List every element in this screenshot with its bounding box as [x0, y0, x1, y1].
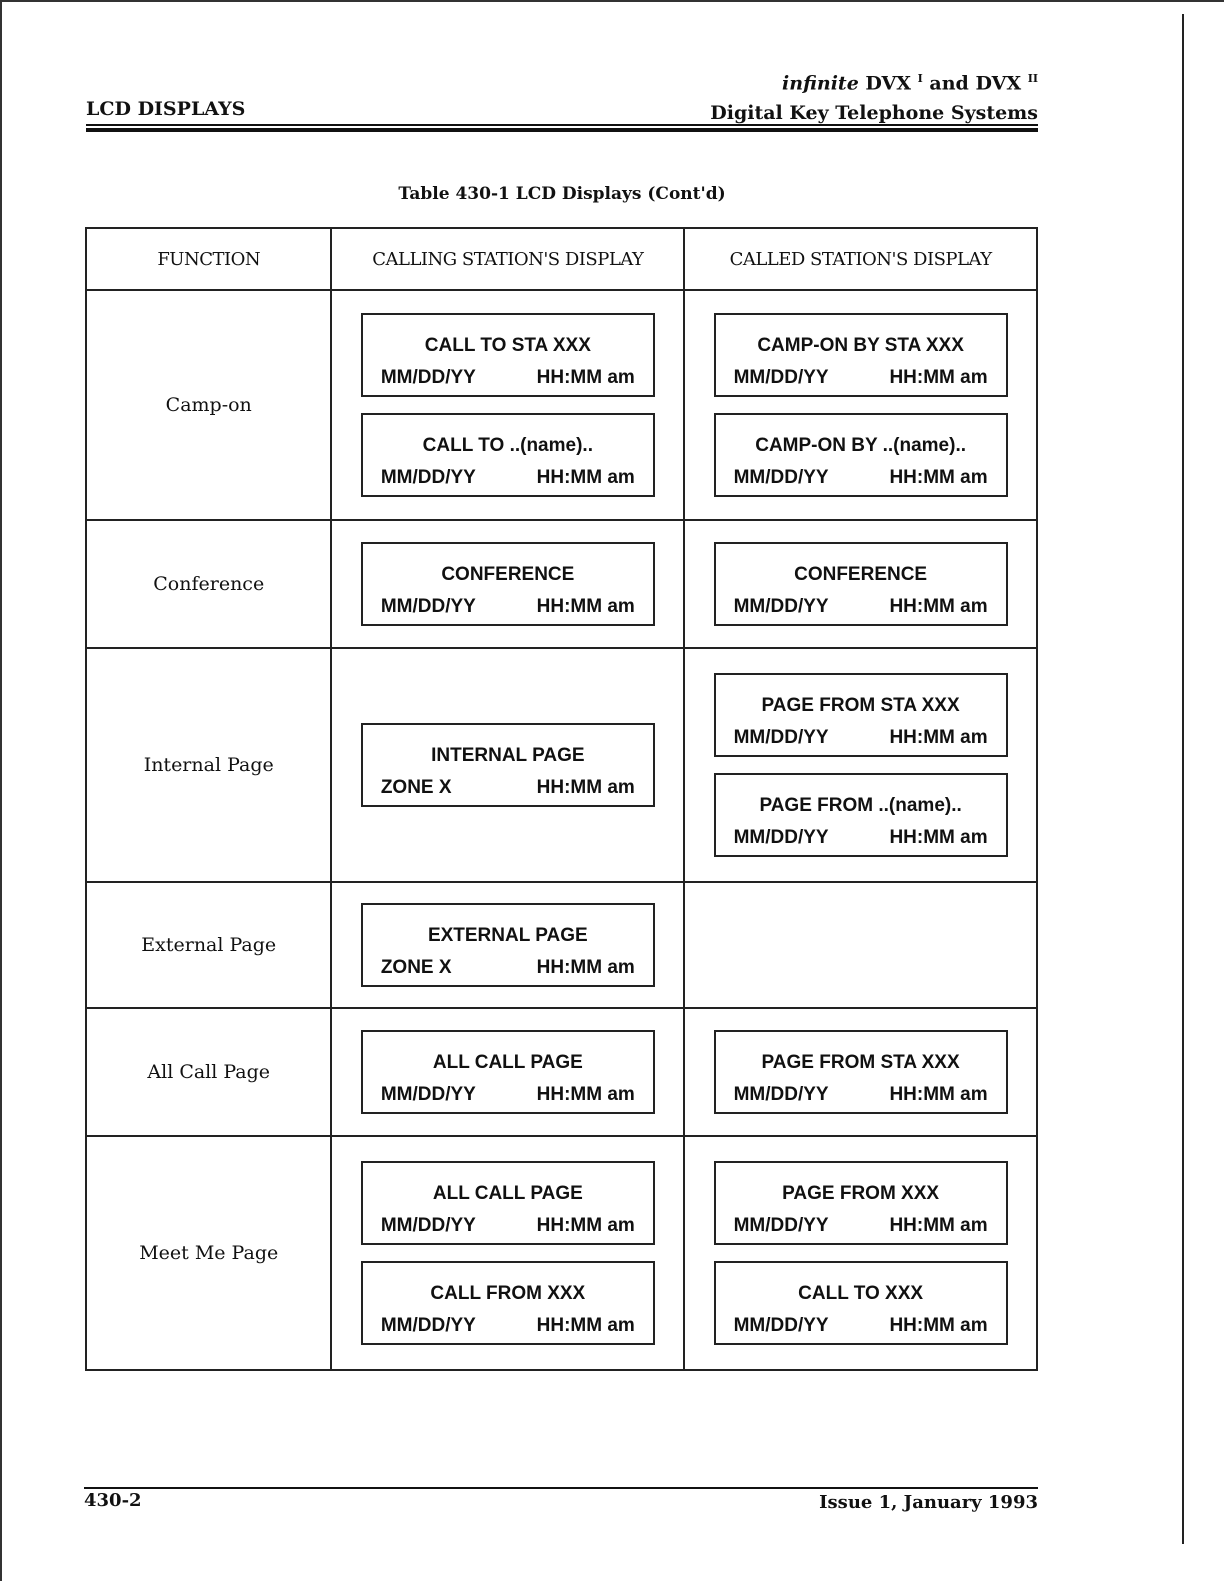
lcd-display	[361, 903, 655, 987]
lcd-date: MM/DD/YY	[733, 827, 829, 848]
lcd-line-1: PAGE FROM ..(name)..	[759, 795, 962, 816]
col-header: CALLING STATION'S DISPLAY	[331, 228, 684, 290]
lcd-time: HH:MM am	[536, 1215, 635, 1236]
lcd-line-1: EXTERNAL PAGE	[427, 925, 588, 946]
lcd-line-1: CAMP-ON BY ..(name)..	[755, 435, 966, 456]
calling-display-cell	[331, 648, 684, 882]
called-display-cell	[684, 648, 1037, 882]
lcd-display	[361, 413, 655, 497]
called-display-cell	[684, 520, 1037, 648]
display-stack	[332, 711, 683, 819]
lcd-display	[361, 313, 655, 397]
table-row	[86, 882, 1037, 1008]
calling-display-cell	[331, 1008, 684, 1136]
lcd-display	[361, 1261, 655, 1345]
lcd-date: MM/DD/YY	[380, 467, 476, 488]
display-stack	[332, 1018, 683, 1126]
lcd-display	[714, 1161, 1008, 1245]
col-header: CALLED STATION'S DISPLAY	[684, 228, 1037, 290]
calling-display-cell	[331, 520, 684, 648]
lcd-line-1: PAGE FROM STA XXX	[761, 695, 960, 716]
display-stack	[685, 530, 1036, 638]
lcd-date: MM/DD/YY	[733, 727, 829, 748]
display-stack	[332, 891, 683, 999]
calling-display-cell	[331, 290, 684, 520]
lcd-date: MM/DD/YY	[733, 1084, 829, 1105]
lcd-display	[714, 1030, 1008, 1114]
header-rule	[86, 128, 1038, 132]
lcd-time: HH:MM am	[889, 827, 988, 848]
lcd-display	[714, 313, 1008, 397]
lcd-date: MM/DD/YY	[733, 367, 829, 388]
function-cell: Conference	[86, 520, 331, 648]
lcd-date: MM/DD/YY	[733, 1315, 829, 1336]
lcd-time: HH:MM am	[889, 1315, 988, 1336]
footer-rule	[84, 1487, 1038, 1489]
called-display-cell	[684, 1008, 1037, 1136]
table-row	[86, 520, 1037, 648]
issue-date: Issue 1, January 1993	[819, 1492, 1038, 1513]
called-display-cell	[684, 290, 1037, 520]
lcd-display	[714, 1261, 1008, 1345]
lcd-line-1: INTERNAL PAGE	[431, 745, 585, 766]
scan-edge	[0, 0, 1224, 2]
function-cell: Meet Me Page	[86, 1136, 331, 1370]
sup: II	[1027, 72, 1038, 85]
table-row	[86, 648, 1037, 882]
calling-display-cell	[331, 882, 684, 1008]
lcd-line-1: PAGE FROM STA XXX	[761, 1052, 960, 1073]
display-stack	[685, 1149, 1036, 1357]
lcd-date: MM/DD/YY	[380, 1215, 476, 1236]
lcd-display	[361, 1161, 655, 1245]
lcd-display	[361, 542, 655, 626]
product-name-2: and DVX	[922, 72, 1028, 95]
lcd-date: MM/DD/YY	[733, 1215, 829, 1236]
lcd-line-1: PAGE FROM XXX	[782, 1183, 940, 1204]
scan-edge	[0, 0, 2, 1581]
lcd-date: MM/DD/YY	[733, 596, 829, 617]
table-caption: Table 430-1 LCD Displays (Cont'd)	[398, 184, 726, 204]
display-stack	[332, 530, 683, 638]
lcd-line-1: CALL TO ..(name)..	[422, 435, 593, 456]
lcd-time: HH:MM am	[536, 1315, 635, 1336]
table-row	[86, 290, 1037, 520]
lcd-time: HH:MM am	[536, 957, 635, 978]
function-cell: All Call Page	[86, 1008, 331, 1136]
lcd-line-1: CALL FROM XXX	[430, 1283, 586, 1304]
lcd-time: HH:MM am	[536, 1084, 635, 1105]
lcd-display	[361, 1030, 655, 1114]
lcd-display	[714, 413, 1008, 497]
lcd-time: HH:MM am	[889, 1084, 988, 1105]
called-display-cell	[684, 1136, 1037, 1370]
lcd-time: HH:MM am	[889, 596, 988, 617]
function-cell: External Page	[86, 882, 331, 1008]
lcd-line-1: ALL CALL PAGE	[432, 1052, 583, 1073]
display-stack	[332, 1149, 683, 1357]
lcd-time: HH:MM am	[889, 1215, 988, 1236]
function-cell: Camp-on	[86, 290, 331, 520]
display-stack	[685, 933, 1036, 957]
product-subtitle: Digital Key Telephone Systems	[710, 102, 1038, 125]
display-stack	[685, 301, 1036, 509]
page-number: 430-2	[84, 1490, 142, 1511]
section-title: LCD DISPLAYS	[86, 98, 246, 120]
lcd-date: MM/DD/YY	[380, 367, 476, 388]
lcd-time: HH:MM am	[536, 596, 635, 617]
table-header-row	[86, 228, 1037, 290]
lcd-date: MM/DD/YY	[380, 596, 476, 617]
header-rule	[86, 124, 1038, 126]
lcd-time: HH:MM am	[536, 367, 635, 388]
lcd-line-1: CAMP-ON BY STA XXX	[757, 335, 964, 356]
lcd-table	[85, 227, 1038, 1371]
lcd-display	[714, 773, 1008, 857]
lcd-time: HH:MM am	[889, 727, 988, 748]
display-stack	[685, 1018, 1036, 1126]
lcd-display	[714, 542, 1008, 626]
lcd-date: MM/DD/YY	[380, 1084, 476, 1105]
table-row	[86, 1008, 1037, 1136]
function-cell: Internal Page	[86, 648, 331, 882]
lcd-date: MM/DD/YY	[733, 467, 829, 488]
lcd-time: HH:MM am	[536, 777, 635, 798]
lcd-line-1: ALL CALL PAGE	[432, 1183, 583, 1204]
display-stack	[332, 301, 683, 509]
product-header	[710, 64, 1038, 128]
lcd-time: HH:MM am	[889, 467, 988, 488]
lcd-display	[361, 723, 655, 807]
lcd-line-1: CONFERENCE	[441, 564, 575, 585]
scan-edge	[1182, 14, 1184, 1544]
lcd-date: ZONE X	[380, 777, 452, 798]
table-row	[86, 1136, 1037, 1370]
lcd-date: ZONE X	[380, 957, 452, 978]
calling-display-cell	[331, 1136, 684, 1370]
lcd-line-1: CALL TO STA XXX	[424, 335, 591, 356]
lcd-date: MM/DD/YY	[380, 1315, 476, 1336]
sup: I	[917, 72, 923, 85]
product-name: DVX	[858, 72, 918, 95]
lcd-time: HH:MM am	[889, 367, 988, 388]
lcd-line-1: CALL TO XXX	[798, 1283, 924, 1304]
called-display-cell	[684, 882, 1037, 1008]
lcd-line-1: CONFERENCE	[794, 564, 928, 585]
product-italic: infinite	[782, 72, 859, 95]
display-stack	[685, 661, 1036, 869]
lcd-time: HH:MM am	[536, 467, 635, 488]
col-header: FUNCTION	[86, 228, 331, 290]
lcd-display	[714, 673, 1008, 757]
